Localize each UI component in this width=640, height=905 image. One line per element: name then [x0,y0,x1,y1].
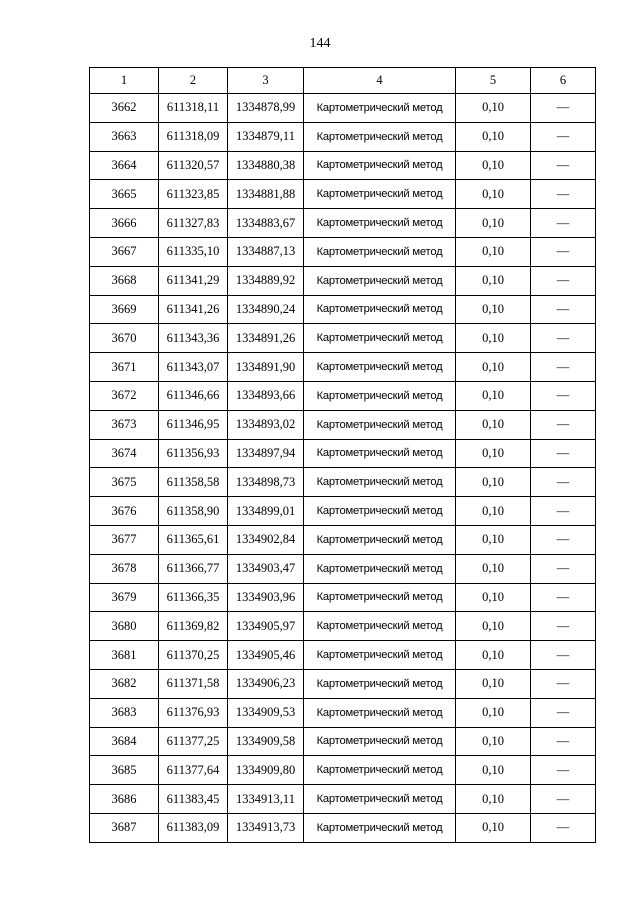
cell-point-number: 3664 [90,151,159,180]
cell-method: Картометрический метод [304,151,456,180]
table-row [90,583,596,612]
cell-method: Картометрический метод [304,785,456,814]
cell-y-coordinate: 1334899,01 [228,497,304,526]
header-cell-3: 3 [228,68,304,94]
cell-note: — [531,612,596,641]
cell-accuracy: 0,10 [456,180,531,209]
cell-y-coordinate: 1334878,99 [228,94,304,123]
cell-note: — [531,727,596,756]
header-cell-2: 2 [159,68,228,94]
table-row [90,324,596,353]
coordinates-table [89,67,596,843]
cell-point-number: 3681 [90,641,159,670]
cell-accuracy: 0,10 [456,209,531,238]
cell-accuracy: 0,10 [456,266,531,295]
cell-method: Картометрический метод [304,612,456,641]
table-row [90,756,596,785]
cell-y-coordinate: 1334903,47 [228,554,304,583]
cell-y-coordinate: 1334898,73 [228,468,304,497]
cell-x-coordinate: 611377,64 [159,756,228,785]
cell-point-number: 3663 [90,122,159,151]
cell-accuracy: 0,10 [456,151,531,180]
table-row [90,439,596,468]
cell-x-coordinate: 611383,45 [159,785,228,814]
table-row [90,785,596,814]
cell-x-coordinate: 611366,77 [159,554,228,583]
cell-y-coordinate: 1334881,88 [228,180,304,209]
cell-method: Картометрический метод [304,122,456,151]
cell-x-coordinate: 611371,58 [159,669,228,698]
cell-y-coordinate: 1334879,11 [228,122,304,151]
cell-note: — [531,583,596,612]
cell-accuracy: 0,10 [456,756,531,785]
table-row [90,669,596,698]
cell-note: — [531,295,596,324]
cell-method: Картометрический метод [304,525,456,554]
cell-point-number: 3679 [90,583,159,612]
cell-point-number: 3685 [90,756,159,785]
header-cell-4: 4 [304,68,456,94]
cell-note: — [531,410,596,439]
cell-point-number: 3672 [90,381,159,410]
cell-note: — [531,641,596,670]
cell-x-coordinate: 611318,11 [159,94,228,123]
cell-x-coordinate: 611341,29 [159,266,228,295]
cell-point-number: 3686 [90,785,159,814]
cell-y-coordinate: 1334905,46 [228,641,304,670]
cell-y-coordinate: 1334897,94 [228,439,304,468]
cell-accuracy: 0,10 [456,583,531,612]
header-cell-6: 6 [531,68,596,94]
cell-point-number: 3687 [90,813,159,842]
cell-point-number: 3676 [90,497,159,526]
cell-accuracy: 0,10 [456,669,531,698]
cell-y-coordinate: 1334913,11 [228,785,304,814]
cell-y-coordinate: 1334883,67 [228,209,304,238]
cell-method: Картометрический метод [304,727,456,756]
table-row [90,266,596,295]
cell-accuracy: 0,10 [456,785,531,814]
header-cell-1: 1 [90,68,159,94]
cell-x-coordinate: 611358,90 [159,497,228,526]
cell-note: — [531,468,596,497]
cell-note: — [531,151,596,180]
cell-point-number: 3683 [90,698,159,727]
cell-x-coordinate: 611346,66 [159,381,228,410]
cell-y-coordinate: 1334906,23 [228,669,304,698]
cell-accuracy: 0,10 [456,554,531,583]
cell-method: Картометрический метод [304,468,456,497]
cell-x-coordinate: 611335,10 [159,237,228,266]
cell-y-coordinate: 1334905,97 [228,612,304,641]
table-row [90,151,596,180]
cell-note: — [531,94,596,123]
cell-point-number: 3674 [90,439,159,468]
header-cell-5: 5 [456,68,531,94]
cell-note: — [531,669,596,698]
cell-accuracy: 0,10 [456,525,531,554]
cell-point-number: 3671 [90,353,159,382]
cell-method: Картометрический метод [304,698,456,727]
header-row [90,68,596,94]
page-number: 144 [309,36,331,51]
cell-point-number: 3662 [90,94,159,123]
cell-accuracy: 0,10 [456,468,531,497]
cell-point-number: 3673 [90,410,159,439]
cell-method: Картометрический метод [304,410,456,439]
cell-point-number: 3670 [90,324,159,353]
cell-note: — [531,785,596,814]
cell-x-coordinate: 611369,82 [159,612,228,641]
cell-accuracy: 0,10 [456,497,531,526]
cell-y-coordinate: 1334913,73 [228,813,304,842]
cell-point-number: 3678 [90,554,159,583]
table-row [90,641,596,670]
cell-x-coordinate: 611346,95 [159,410,228,439]
cell-accuracy: 0,10 [456,237,531,266]
table-header [90,68,596,94]
table-row [90,813,596,842]
cell-accuracy: 0,10 [456,410,531,439]
table-row [90,698,596,727]
cell-x-coordinate: 611376,93 [159,698,228,727]
cell-note: — [531,525,596,554]
cell-y-coordinate: 1334909,58 [228,727,304,756]
cell-point-number: 3684 [90,727,159,756]
cell-method: Картометрический метод [304,180,456,209]
table-row [90,381,596,410]
cell-note: — [531,209,596,238]
table-row [90,122,596,151]
cell-note: — [531,439,596,468]
cell-x-coordinate: 611383,09 [159,813,228,842]
cell-accuracy: 0,10 [456,295,531,324]
table-row [90,497,596,526]
cell-y-coordinate: 1334890,24 [228,295,304,324]
cell-note: — [531,554,596,583]
table-row [90,209,596,238]
cell-method: Картометрический метод [304,353,456,382]
table-row [90,410,596,439]
cell-accuracy: 0,10 [456,381,531,410]
cell-x-coordinate: 611343,07 [159,353,228,382]
cell-note: — [531,381,596,410]
cell-point-number: 3668 [90,266,159,295]
cell-x-coordinate: 611341,26 [159,295,228,324]
cell-y-coordinate: 1334893,02 [228,410,304,439]
cell-method: Картометрический метод [304,266,456,295]
cell-x-coordinate: 611356,93 [159,439,228,468]
cell-note: — [531,266,596,295]
cell-x-coordinate: 611323,85 [159,180,228,209]
cell-y-coordinate: 1334902,84 [228,525,304,554]
cell-y-coordinate: 1334889,92 [228,266,304,295]
cell-note: — [531,497,596,526]
cell-method: Картометрический метод [304,669,456,698]
table-row [90,180,596,209]
cell-point-number: 3667 [90,237,159,266]
cell-y-coordinate: 1334903,96 [228,583,304,612]
cell-accuracy: 0,10 [456,727,531,756]
cell-x-coordinate: 611366,35 [159,583,228,612]
cell-x-coordinate: 611343,36 [159,324,228,353]
cell-x-coordinate: 611377,25 [159,727,228,756]
table-row [90,727,596,756]
cell-accuracy: 0,10 [456,439,531,468]
cell-point-number: 3669 [90,295,159,324]
cell-x-coordinate: 611320,57 [159,151,228,180]
cell-method: Картометрический метод [304,237,456,266]
cell-y-coordinate: 1334909,53 [228,698,304,727]
cell-y-coordinate: 1334880,38 [228,151,304,180]
cell-note: — [531,756,596,785]
cell-accuracy: 0,10 [456,324,531,353]
cell-point-number: 3675 [90,468,159,497]
cell-accuracy: 0,10 [456,612,531,641]
cell-y-coordinate: 1334891,90 [228,353,304,382]
cell-accuracy: 0,10 [456,353,531,382]
cell-method: Картометрический метод [304,439,456,468]
table-row [90,554,596,583]
cell-method: Картометрический метод [304,813,456,842]
cell-method: Картометрический метод [304,641,456,670]
cell-accuracy: 0,10 [456,122,531,151]
table-row [90,612,596,641]
cell-method: Картометрический метод [304,324,456,353]
cell-method: Картометрический метод [304,554,456,583]
cell-accuracy: 0,10 [456,641,531,670]
table-row [90,237,596,266]
cell-y-coordinate: 1334887,13 [228,237,304,266]
cell-note: — [531,813,596,842]
table-row [90,295,596,324]
cell-y-coordinate: 1334909,80 [228,756,304,785]
cell-x-coordinate: 611365,61 [159,525,228,554]
cell-note: — [531,324,596,353]
cell-method: Картометрический метод [304,209,456,238]
cell-note: — [531,353,596,382]
cell-method: Картометрический метод [304,381,456,410]
table-body [90,94,596,843]
cell-y-coordinate: 1334891,26 [228,324,304,353]
cell-point-number: 3677 [90,525,159,554]
cell-x-coordinate: 611327,83 [159,209,228,238]
cell-method: Картометрический метод [304,94,456,123]
cell-accuracy: 0,10 [456,698,531,727]
cell-point-number: 3680 [90,612,159,641]
cell-note: — [531,122,596,151]
cell-x-coordinate: 611370,25 [159,641,228,670]
cell-point-number: 3666 [90,209,159,238]
cell-method: Картометрический метод [304,756,456,785]
table-row [90,353,596,382]
cell-method: Картометрический метод [304,583,456,612]
cell-point-number: 3665 [90,180,159,209]
cell-note: — [531,180,596,209]
cell-method: Картометрический метод [304,497,456,526]
table-row [90,468,596,497]
cell-accuracy: 0,10 [456,813,531,842]
cell-y-coordinate: 1334893,66 [228,381,304,410]
table-row [90,525,596,554]
cell-accuracy: 0,10 [456,94,531,123]
cell-x-coordinate: 611358,58 [159,468,228,497]
table-row [90,94,596,123]
cell-point-number: 3682 [90,669,159,698]
cell-note: — [531,237,596,266]
cell-note: — [531,698,596,727]
cell-method: Картометрический метод [304,295,456,324]
cell-x-coordinate: 611318,09 [159,122,228,151]
